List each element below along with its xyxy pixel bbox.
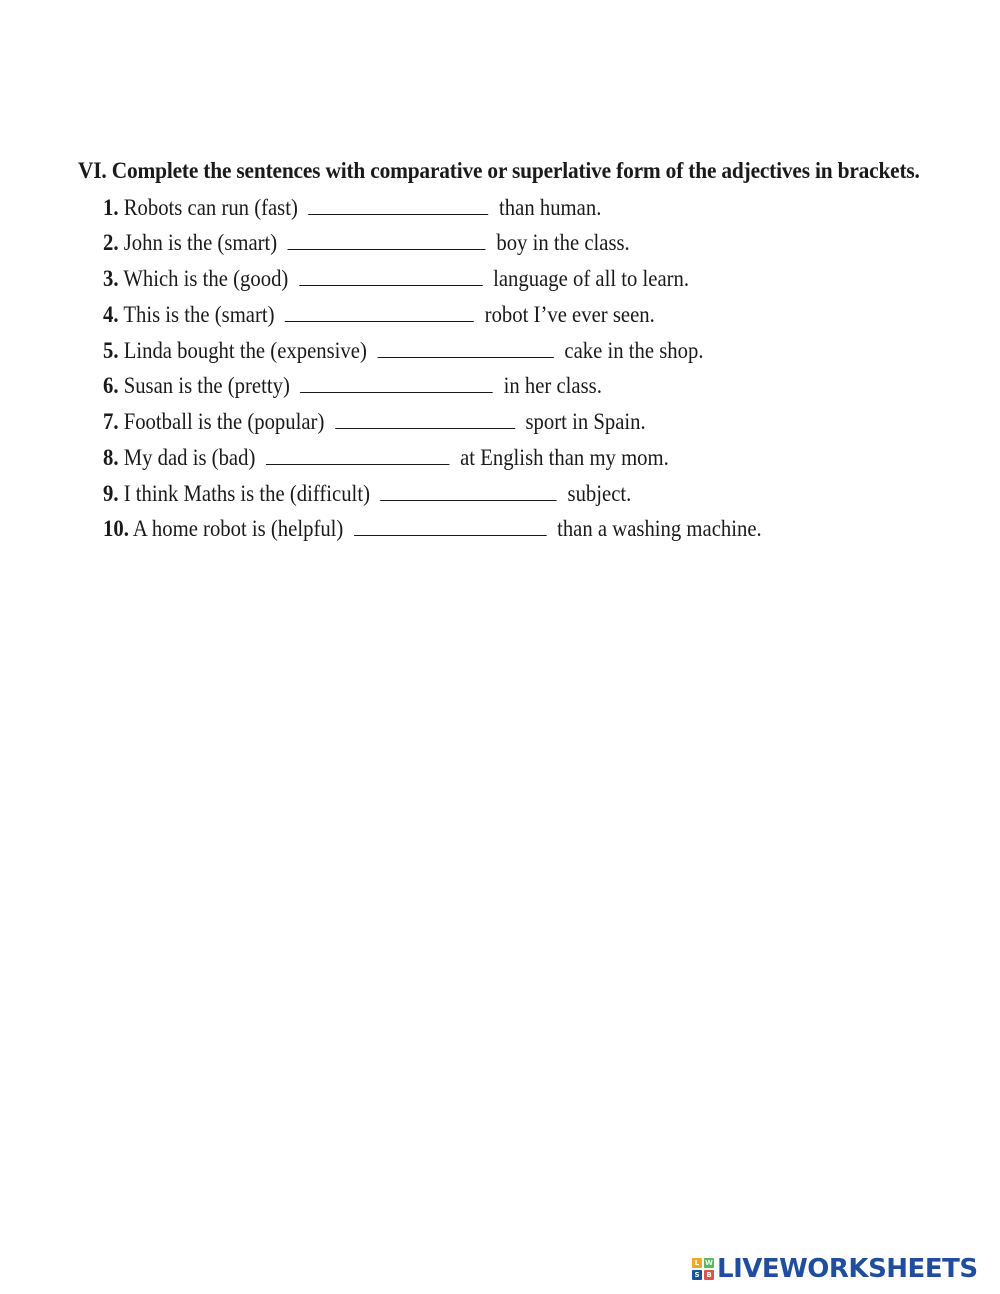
sentence-prompt: This is the (smart) <box>123 302 275 327</box>
answer-blank-7[interactable] <box>335 410 515 429</box>
sentence-ending: than human. <box>499 195 602 220</box>
sentence-number: 9. <box>103 481 119 506</box>
sentence-ending: cake in the shop. <box>564 338 704 363</box>
sentence-prompt: A home robot is (helpful) <box>132 516 344 541</box>
liveworksheets-logo <box>692 1254 978 1284</box>
logo-mark-letter: L <box>692 1258 702 1268</box>
sentence-7 <box>103 409 646 435</box>
sentence-number: 5. <box>103 338 119 363</box>
sentence-ending: at English than my mom. <box>460 445 669 470</box>
sentence-5 <box>103 338 704 364</box>
sentence-number: 1. <box>103 195 119 220</box>
sentence-number: 10. <box>103 516 129 541</box>
sentence-prompt: Which is the (good) <box>123 266 289 291</box>
answer-blank-8[interactable] <box>266 446 450 465</box>
sentence-1 <box>103 195 601 221</box>
sentence-prompt: Football is the (popular) <box>123 409 325 434</box>
sentence-2 <box>103 230 630 256</box>
answer-blank-4[interactable] <box>285 303 474 322</box>
answer-blank-10[interactable] <box>354 517 547 536</box>
logo-mark-icon <box>692 1258 714 1280</box>
logo-mark-letter: B <box>704 1270 714 1280</box>
answer-blank-3[interactable] <box>299 267 483 286</box>
answer-blank-5[interactable] <box>377 339 553 358</box>
answer-blank-6[interactable] <box>300 374 493 393</box>
answer-blank-1[interactable] <box>308 196 488 215</box>
sentence-number: 3. <box>103 266 119 291</box>
sentence-prompt: I think Maths is the (difficult) <box>123 481 370 506</box>
sentence-ending: subject. <box>567 481 632 506</box>
exercise-heading: VI. Complete the sentences with comparative or superlative form of the adjectives in brackets. <box>78 158 920 183</box>
sentence-prompt: John is the (smart) <box>123 230 278 255</box>
sentence-10 <box>103 516 762 542</box>
sentence-3 <box>103 266 689 292</box>
sentence-9 <box>103 481 631 507</box>
sentence-prompt: Robots can run (fast) <box>123 195 298 220</box>
sentence-number: 2. <box>103 230 119 255</box>
sentence-prompt: Linda bought the (expensive) <box>123 338 367 363</box>
answer-blank-9[interactable] <box>381 482 557 501</box>
sentence-ending: sport in Spain. <box>525 409 646 434</box>
sentence-ending: language of all to learn. <box>493 266 690 291</box>
logo-text: LIVEWORKSHEETS <box>717 1254 978 1284</box>
sentence-6 <box>103 373 602 399</box>
sentence-prompt: Susan is the (pretty) <box>123 373 290 398</box>
sentence-ending: than a washing machine. <box>557 516 762 541</box>
sentence-8 <box>103 445 669 471</box>
sentence-4 <box>103 302 655 328</box>
sentence-prompt: My dad is (bad) <box>123 445 256 470</box>
sentence-ending: in her class. <box>503 373 602 398</box>
sentence-ending: boy in the class. <box>496 230 630 255</box>
sentence-ending: robot I’ve ever seen. <box>484 302 655 327</box>
logo-mark-letter: W <box>705 1259 713 1267</box>
sentence-number: 6. <box>103 373 119 398</box>
sentence-number: 8. <box>103 445 119 470</box>
sentence-number: 7. <box>103 409 119 434</box>
sentence-number: 4. <box>103 302 119 327</box>
answer-blank-2[interactable] <box>288 231 486 250</box>
logo-mark-letter: S <box>692 1270 702 1280</box>
